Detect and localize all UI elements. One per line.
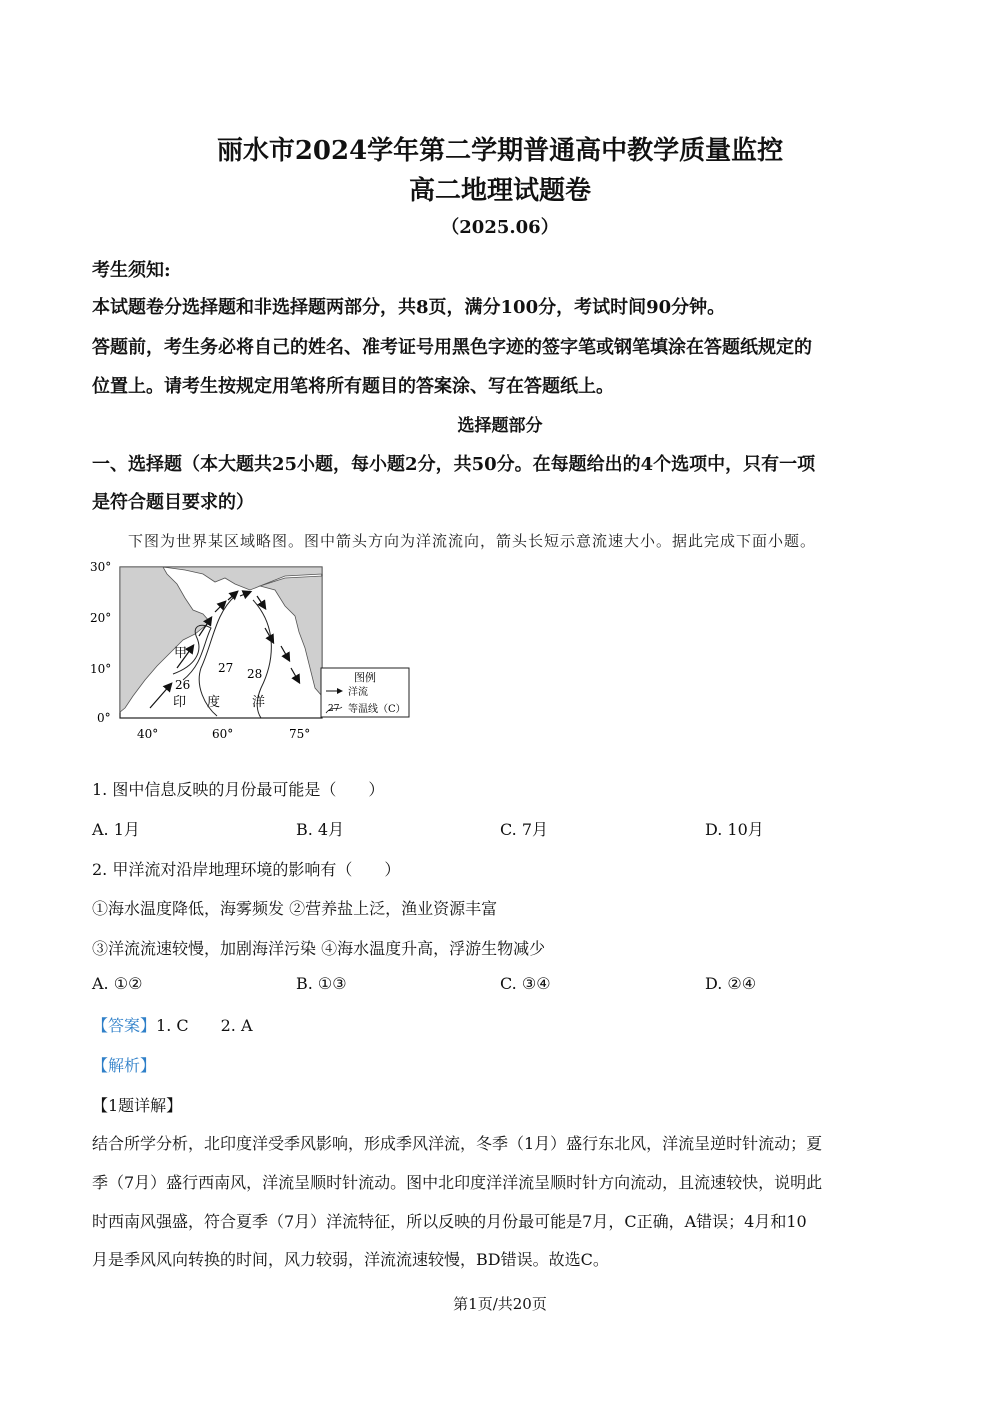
lon-label: 60° — [212, 727, 234, 741]
answer-tag: 【答案】 — [92, 1016, 157, 1035]
analysis-line: 时西南风强盛，符合夏季（7月）洋流特征，所以反映的月份最可能是7月，C正确，A错误；4月和10 — [92, 1212, 807, 1231]
analysis-line: 季（7月）盛行西南风，洋流呈顺时针流动。图中北印度洋洋流呈顺时针方向流动，且流速较快，说明此 — [92, 1173, 823, 1192]
legend-isotherm-num: 27 — [328, 704, 340, 714]
notice-line: 位置上。请考生按规定用笔将所有题目的答案涂、写在答题纸上。 — [92, 376, 614, 397]
q2-option-c[interactable]: C. ③④ — [500, 974, 551, 993]
isotherm-label: 28 — [247, 667, 263, 681]
analysis-tag: 【解析】 — [92, 1056, 157, 1075]
q1-option-d[interactable]: D. 10月 — [705, 820, 764, 839]
section-heading: 一、选择题（本大题共25小题，每小题2分，共50分。在每题给出的4个选项中，只有一项 — [92, 454, 816, 475]
page-subtitle: 高二地理试题卷 — [408, 176, 591, 206]
notice-line: 本试题卷分选择题和非选择题两部分，共8页，满分100分，考试时间90分钟。 — [92, 297, 726, 318]
isotherm-label: 26 — [175, 678, 191, 692]
question-2-stem: 2. 甲洋流对沿岸地理环境的影响有（ ） — [92, 860, 401, 879]
map-legend — [320, 667, 412, 719]
question-1-stem: 1. 图中信息反映的月份最可能是（ ） — [92, 780, 385, 799]
q1-option-a[interactable]: A. 1月 — [92, 820, 140, 839]
q2-option-b[interactable]: B. ①③ — [296, 974, 347, 993]
lat-label: 10° — [90, 662, 112, 676]
place-label: 印 — [173, 695, 187, 710]
analysis-subheading: 【1题详解】 — [92, 1096, 183, 1115]
section-title: 选择题部分 — [457, 416, 543, 436]
q1-option-c[interactable]: C. 7月 — [500, 820, 549, 839]
page-footer: 第1页/共20页 — [453, 1295, 547, 1313]
legend-isotherm: 等温线（C） — [348, 704, 406, 715]
analysis-line: 月是季风风向转换的时间，风力较弱，洋流流速较慢，BD错误。故选C。 — [92, 1250, 609, 1269]
exam-date: （2025.06） — [441, 217, 559, 238]
lat-label: 0° — [97, 711, 111, 725]
place-label-jia: 甲 — [174, 646, 188, 661]
lon-label: 40° — [137, 727, 159, 741]
lat-label: 20° — [90, 611, 112, 625]
notice-line: 答题前，考生务必将自己的姓名、准考证号用黑色字迹的签字笔或钢笔填涂在答题纸规定的 — [92, 337, 812, 358]
legend-title: 图例 — [354, 671, 376, 684]
legend-current: 洋流 — [348, 687, 368, 698]
lon-label: 75° — [289, 727, 311, 741]
place-label: 洋 — [252, 695, 266, 710]
lat-label: 30° — [90, 560, 112, 574]
place-label: 度 — [207, 695, 221, 710]
q1-option-b[interactable]: B. 4月 — [296, 820, 345, 839]
notice-heading: 考生须知: — [92, 260, 171, 281]
q2-statements: ③洋流流速较慢，加剧海洋污染 ④海水温度升高，浮游生物减少 — [92, 939, 546, 958]
answer-text: 1. C 2. A — [156, 1016, 253, 1035]
analysis-line: 结合所学分析，北印度洋受季风影响，形成季风洋流，冬季（1月）盛行东北风，洋流呈逆时针流动；夏 — [92, 1134, 823, 1153]
q2-statements: ①海水温度降低，海雾频发 ②营养盐上泛，渔业资源丰富 — [92, 899, 498, 918]
q2-option-d[interactable]: D. ②④ — [705, 974, 757, 993]
isotherm-label: 27 — [218, 661, 234, 675]
answer-line — [92, 1013, 253, 1036]
page-title: 丽水市2024学年第二学期普通高中教学质量监控 — [216, 136, 784, 166]
q2-option-a[interactable]: A. ①② — [92, 974, 143, 993]
question-intro: 下图为世界某区域略图。图中箭头方向为洋流流向，箭头长短示意流速大小。据此完成下面小题。 — [128, 532, 817, 550]
section-heading: 是符合题目要求的） — [92, 492, 254, 513]
